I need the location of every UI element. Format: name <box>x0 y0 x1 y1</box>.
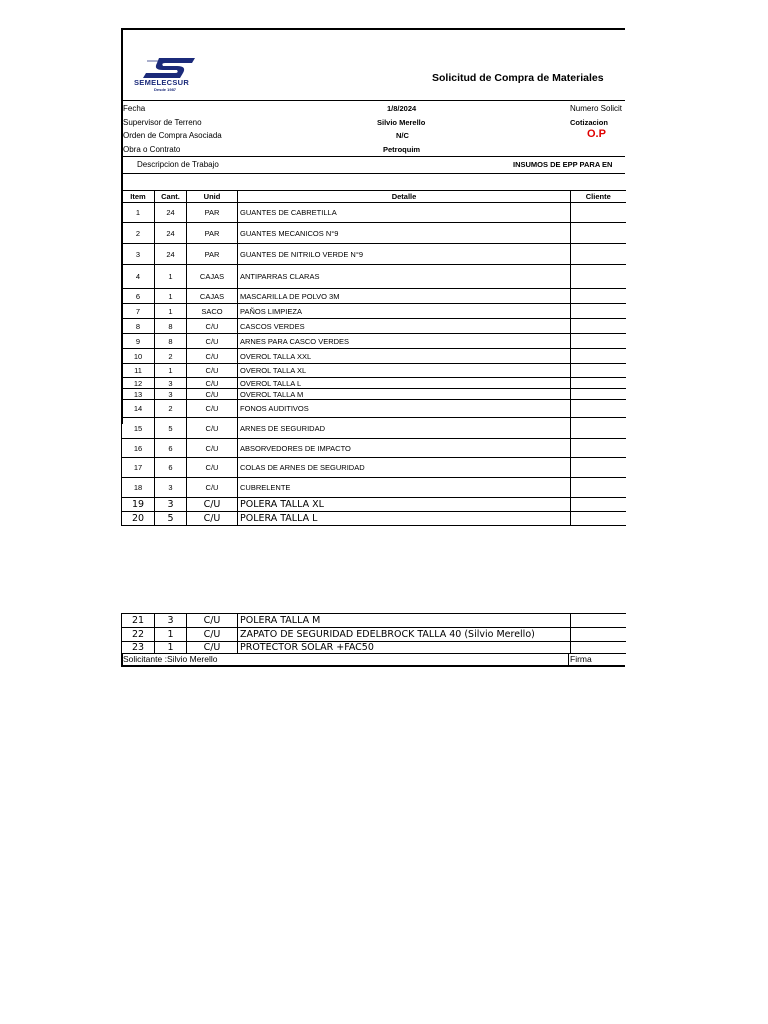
obra-value: Petroquim <box>383 145 421 154</box>
cant-cell: 24 <box>155 244 187 265</box>
cant-cell: 1 <box>155 289 187 304</box>
table-row <box>122 289 626 304</box>
cant-cell: 3 <box>155 498 187 512</box>
cant-cell: 1 <box>155 628 187 642</box>
item-cell: 13 <box>122 389 155 400</box>
cliente-cell <box>571 289 626 304</box>
col-header-detalle: Detalle <box>238 191 571 203</box>
detalle-cell: MASCARILLA DE POLVO 3M <box>238 289 571 304</box>
item-cell: 7 <box>122 304 155 319</box>
col-header-cliente: Cliente <box>571 191 626 203</box>
cliente-cell <box>571 439 626 458</box>
cant-cell: 5 <box>155 418 187 439</box>
detalle-cell: POLERA TALLA M <box>238 614 571 628</box>
col-header-unid: Unid <box>187 191 238 203</box>
item-cell: 8 <box>122 319 155 334</box>
detalle-cell: CUBRELENTE <box>238 478 571 498</box>
detalle-cell: ARNES DE SEGURIDAD <box>238 418 571 439</box>
item-cell: 12 <box>122 378 155 389</box>
cant-cell: 3 <box>155 378 187 389</box>
table-row <box>122 418 626 439</box>
cliente-cell <box>571 628 626 642</box>
cliente-cell <box>571 389 626 400</box>
item-cell: 10 <box>122 349 155 364</box>
item-cell: 16 <box>122 439 155 458</box>
table-row <box>122 223 626 244</box>
unid-cell: C/U <box>187 400 238 418</box>
descripcion-label: Descripcion de Trabajo <box>137 160 219 169</box>
cliente-cell <box>571 265 626 289</box>
col-header-cant: Cant. <box>155 191 187 203</box>
unid-cell: C/U <box>187 458 238 478</box>
unid-cell: C/U <box>187 498 238 512</box>
detalle-cell: GUANTES DE NITRILO VERDE N°9 <box>238 244 571 265</box>
orden-value: N/C <box>396 131 409 140</box>
item-cell: 9 <box>122 334 155 349</box>
unid-cell: PAR <box>187 223 238 244</box>
cant-cell: 3 <box>155 478 187 498</box>
unid-cell: C/U <box>187 334 238 349</box>
detalle-cell: OVEROL TALLA M <box>238 389 571 400</box>
item-cell: 2 <box>122 223 155 244</box>
detalle-cell: ARNES PARA CASCO VERDES <box>238 334 571 349</box>
unid-cell: C/U <box>187 614 238 628</box>
info-divider <box>121 156 625 157</box>
firma-label: Firma <box>570 654 592 664</box>
unid-cell: CAJAS <box>187 265 238 289</box>
detalle-cell: ZAPATO DE SEGURIDAD EDELBROCK TALLA 40 (Silvio Merello) <box>238 628 571 642</box>
table-row <box>122 389 626 400</box>
fecha-label: Fecha <box>123 104 146 113</box>
cliente-cell <box>571 223 626 244</box>
cant-cell: 5 <box>155 512 187 526</box>
company-since: Desde 1987 <box>154 87 177 92</box>
cant-cell: 6 <box>155 458 187 478</box>
cant-cell: 3 <box>155 614 187 628</box>
cant-cell: 1 <box>155 642 187 654</box>
table-row <box>122 478 626 498</box>
numero-label: Numero Solicit <box>570 104 623 113</box>
detalle-cell: FONOS AUDITIVOS <box>238 400 571 418</box>
cant-cell: 1 <box>155 304 187 319</box>
cliente-cell <box>571 364 626 378</box>
detalle-cell: ABSORVEDORES DE IMPACTO <box>238 439 571 458</box>
solicitante-label: Solicitante :Silvio Merello <box>123 654 218 664</box>
item-cell: 1 <box>122 203 155 223</box>
item-cell: 21 <box>122 614 155 628</box>
cant-cell: 24 <box>155 203 187 223</box>
detalle-cell: GUANTES MECANICOS N°9 <box>238 223 571 244</box>
cant-cell: 8 <box>155 319 187 334</box>
table-row <box>122 642 626 654</box>
table-row <box>122 349 626 364</box>
cliente-cell <box>571 378 626 389</box>
cant-cell: 1 <box>155 364 187 378</box>
detalle-cell: CASCOS VERDES <box>238 319 571 334</box>
detalle-cell: OVEROL TALLA XL <box>238 364 571 378</box>
cant-cell: 1 <box>155 265 187 289</box>
item-cell: 22 <box>122 628 155 642</box>
table-header-row <box>122 191 626 203</box>
cliente-cell <box>571 642 626 654</box>
sheet-top-border <box>121 28 625 30</box>
cliente-cell <box>571 244 626 265</box>
item-cell: 23 <box>122 642 155 654</box>
cliente-cell <box>571 334 626 349</box>
detalle-cell: COLAS DE ARNES DE SEGURIDAD <box>238 458 571 478</box>
table-row <box>122 400 626 418</box>
table-row <box>122 364 626 378</box>
op-value: O.P <box>587 128 606 140</box>
cliente-cell <box>571 304 626 319</box>
item-cell: 3 <box>122 244 155 265</box>
descripcion-divider <box>121 173 625 174</box>
cotizacion-label: Cotizacion <box>570 118 608 127</box>
detalle-cell: OVEROL TALLA L <box>238 378 571 389</box>
cliente-cell <box>571 498 626 512</box>
cliente-cell <box>571 614 626 628</box>
item-cell: 14 <box>122 400 155 418</box>
table-row <box>122 628 626 642</box>
table-row <box>122 304 626 319</box>
supervisor-label: Supervisor de Terreno <box>123 118 202 127</box>
cant-cell: 2 <box>155 400 187 418</box>
item-cell: 15 <box>122 418 155 439</box>
table-row <box>122 458 626 478</box>
unid-cell: C/U <box>187 418 238 439</box>
item-cell: 6 <box>122 289 155 304</box>
cant-cell: 3 <box>155 389 187 400</box>
unid-cell: CAJAS <box>187 289 238 304</box>
col-header-item: Item <box>122 191 155 203</box>
detalle-cell: POLERA TALLA XL <box>238 498 571 512</box>
detalle-cell: PROTECTOR SOLAR +FAC50 <box>238 642 571 654</box>
cliente-cell <box>571 418 626 439</box>
table-row <box>122 334 626 349</box>
unid-cell: PAR <box>187 203 238 223</box>
item-cell: 4 <box>122 265 155 289</box>
cliente-cell <box>571 400 626 418</box>
unid-cell: C/U <box>187 512 238 526</box>
table-row <box>122 378 626 389</box>
signature-row <box>121 653 625 667</box>
company-name: SEMELECSUR <box>134 78 190 87</box>
unid-cell: C/U <box>187 349 238 364</box>
document-title: Solicitud de Compra de Materiales <box>432 72 604 84</box>
cliente-cell <box>571 203 626 223</box>
cliente-cell <box>571 319 626 334</box>
cliente-cell <box>571 512 626 526</box>
table-row <box>122 498 626 512</box>
table-row <box>122 614 626 628</box>
cant-cell: 8 <box>155 334 187 349</box>
unid-cell: C/U <box>187 478 238 498</box>
item-cell: 18 <box>122 478 155 498</box>
table-row <box>122 203 626 223</box>
supervisor-value: Silvio Merello <box>377 118 426 127</box>
unid-cell: PAR <box>187 244 238 265</box>
table-row <box>122 512 626 526</box>
detalle-cell: POLERA TALLA L <box>238 512 571 526</box>
obra-label: Obra o Contrato <box>123 145 181 154</box>
item-cell: 11 <box>122 364 155 378</box>
cliente-cell <box>571 349 626 364</box>
item-cell: 19 <box>122 498 155 512</box>
unid-cell: C/U <box>187 364 238 378</box>
cant-cell: 24 <box>155 223 187 244</box>
materials-table <box>121 190 626 526</box>
detalle-cell: OVEROL TALLA XXL <box>238 349 571 364</box>
unid-cell: C/U <box>187 319 238 334</box>
unid-cell: C/U <box>187 628 238 642</box>
unid-cell: C/U <box>187 439 238 458</box>
table-row <box>122 319 626 334</box>
detalle-cell: GUANTES DE CABRETILLA <box>238 203 571 223</box>
header-divider <box>121 100 625 101</box>
item-cell: 20 <box>122 512 155 526</box>
firma-divider <box>568 653 569 667</box>
materials-table-continued <box>121 613 626 654</box>
item-cell: 17 <box>122 458 155 478</box>
descripcion-value: INSUMOS DE EPP PARA EN <box>513 160 613 169</box>
cliente-cell <box>571 458 626 478</box>
unid-cell: SACO <box>187 304 238 319</box>
fecha-value: 1/8/2024 <box>387 104 417 113</box>
orden-label: Orden de Compra Asociada <box>123 131 222 140</box>
detalle-cell: PAÑOS LIMPIEZA <box>238 304 571 319</box>
detalle-cell: ANTIPARRAS CLARAS <box>238 265 571 289</box>
cant-cell: 2 <box>155 349 187 364</box>
cant-cell: 6 <box>155 439 187 458</box>
cliente-cell <box>571 478 626 498</box>
table-row <box>122 265 626 289</box>
unid-cell: C/U <box>187 642 238 654</box>
unid-cell: C/U <box>187 378 238 389</box>
table-row <box>122 244 626 265</box>
unid-cell: C/U <box>187 389 238 400</box>
table-row <box>122 439 626 458</box>
